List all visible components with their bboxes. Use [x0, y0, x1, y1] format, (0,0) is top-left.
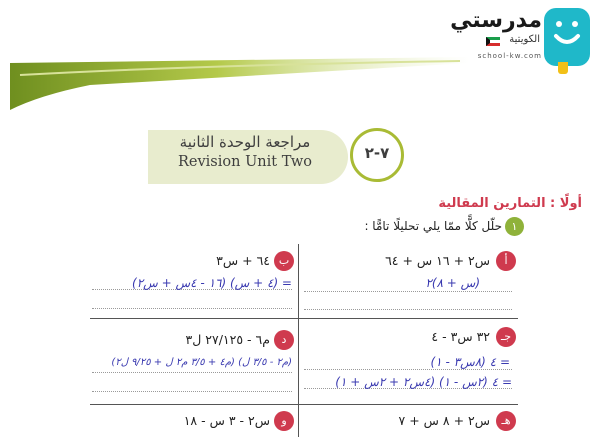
question-number: ١: [505, 217, 524, 236]
exercise-label-b: ب: [274, 251, 294, 271]
logo-title: مدرستي: [450, 8, 542, 33]
exercise-label-a: أ: [496, 251, 516, 271]
smile-icon: [544, 8, 590, 66]
logo-url: school-kw.com: [477, 52, 542, 60]
answer-line: [304, 369, 512, 370]
exercise-expression-d: م٦ - ٢٧/١٢٥ ل٣: [185, 332, 270, 347]
answer-line: [304, 309, 512, 310]
exercise-label-e: هـ: [496, 411, 516, 431]
exercise-expression-e: س٢ + ٨ س + ٧: [398, 413, 490, 428]
question-text: حلّل كلًّا ممّا يلي تحليلًا تامًّا :: [364, 219, 502, 233]
answer-line: [304, 291, 512, 292]
exercise-label-f: و: [274, 411, 294, 431]
exercise-expression-c: ٣٢ س٣ - ٤: [431, 329, 490, 344]
answer-line: [92, 391, 292, 392]
unit-title-ar: مراجعة الوحدة الثانية: [179, 133, 311, 151]
logo-mark: [544, 8, 590, 66]
section-heading: أولًا : التمارين المقالية: [438, 196, 582, 211]
exercise-expression-f: س٢ - ٣ س - ١٨: [183, 413, 270, 428]
answer-a-1: (س + ٨)٢: [425, 276, 480, 290]
exercise-expression-b: ٦٤ + س٣: [216, 253, 270, 268]
exercise-label-d: د: [274, 330, 294, 350]
answer-line: [92, 372, 292, 373]
answer-line: [92, 308, 292, 309]
header-swoosh: [0, 55, 470, 115]
row-divider: [90, 404, 518, 405]
column-divider: [298, 244, 299, 437]
unit-title-en: Revision Unit Two: [177, 154, 312, 170]
answer-d-1: (م٢ - ٣/٥ ل) (م٤ + ٣/٥ م٢ ل + ٩/٢٥ ل٢): [111, 357, 292, 368]
answer-b-1: = (٤ + س) (١٦ - ٤س + س٢): [132, 276, 292, 290]
answer-c-1: = ٤ (٨س٣ - ١): [430, 355, 510, 369]
exercise-expression-a: س٢ + ١٦ س + ٦٤: [385, 253, 490, 268]
row-divider: [90, 318, 518, 319]
logo-subtitle: الكويتية: [509, 34, 540, 45]
unit-number: ٧-٢: [364, 144, 390, 162]
exercise-label-c: جـ: [496, 327, 516, 347]
answer-c-2: = ٤ (٢س - ١) (٤س٢ + ٢س + ١): [335, 375, 512, 389]
